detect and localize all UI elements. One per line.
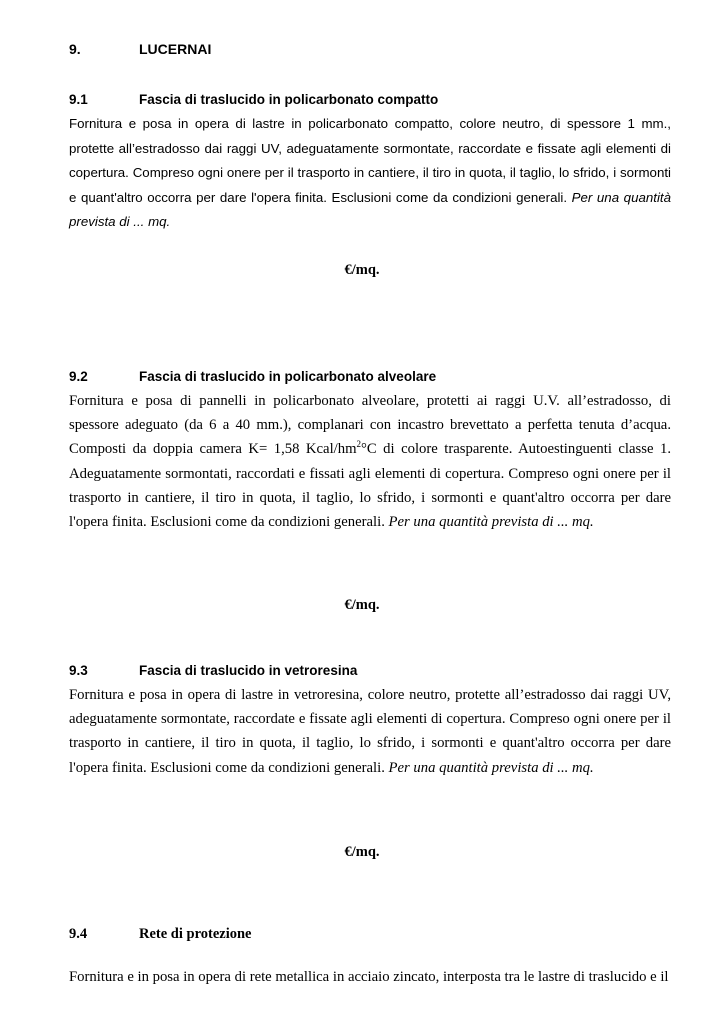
section-title: Fascia di traslucido in policarbonato compatto (139, 92, 439, 107)
body-text-part1: Fornitura e posa di pannelli in policarbonato alveolare, protetti ai raggi U.V. all’estradosso, di spessore adeguato (da 6 a 40 mm.), complanari con incastro brevettato a perfetta tenuta d’acqua. Composti da doppia camera K= 1,58 Kcal/hm (69, 393, 671, 458)
section-heading-9-2 (69, 369, 436, 384)
body-text-part2: °C di colore trasparente. Autoestinguenti classe 1. Adeguatamente sormontati, raccordati e fissati agli elementi di copertura. Compreso ogni onere per il trasporto in cantiere, il tiro in quota, il taglio, lo sfrido, i sormonti e quant'altro occorra per dare l'opera finita. Esclusioni come da condizioni generali. (69, 441, 671, 531)
body-text: Fornitura e posa in opera di lastre in vetroresina, colore neutro, protette all’estradosso dai raggi UV, adeguatamente sormontate, raccordate e fissate agli elementi di copertura. Compreso ogni onere per il trasporto in cantiere, il tiro in quota, il taglio, lo sfrido, i sormonti e quant'altro occorra per dare l'opera finita. Esclusioni come da condizioni generali. (69, 687, 671, 776)
body-text: Fornitura e posa in opera di lastre in policarbonato compatto, colore neutro, di spessore 1 mm., protette all’estradosso dai raggi UV, adeguatamente sormontate, raccordate e fissate agli elementi di copertura. Compreso ogni onere per il trasporto in cantiere, il tiro in quota, il taglio, lo sfrido, i sormonti e quant'altro occorra per dare l'opera finita. Esclusioni come da condizioni generali. (69, 116, 671, 205)
quantity-note: Per una quantità prevista di ... mq. (388, 759, 594, 776)
section-heading-9-3 (69, 663, 357, 678)
price-unit-9-3: €/mq. (344, 844, 380, 860)
section-body-9-2 (69, 389, 671, 534)
price-unit-9-2: €/mq. (344, 597, 380, 613)
section-heading-9-1 (69, 92, 438, 107)
chapter-number: 9. (69, 41, 81, 57)
section-title: Rete di protezione (139, 926, 252, 942)
section-title: Fascia di traslucido in policarbonato alveolare (139, 369, 437, 384)
section-heading-9-4 (69, 926, 251, 943)
chapter-title: LUCERNAI (139, 41, 212, 57)
superscript: 2 (356, 439, 362, 450)
section-body-9-1 (69, 112, 671, 235)
section-number: 9.1 (69, 92, 88, 107)
price-unit-9-1: €/mq. (344, 262, 380, 278)
section-body-9-4 (69, 965, 671, 989)
section-number: 9.4 (69, 926, 88, 942)
chapter-heading (69, 41, 211, 57)
section-title: Fascia di traslucido in vetroresina (139, 663, 358, 678)
quantity-note: Per una quantità prevista di ... mq. (388, 514, 594, 531)
section-body-9-3 (69, 683, 671, 780)
section-number: 9.2 (69, 369, 88, 384)
body-text: Fornitura e in posa in opera di rete metallica in acciaio zincato, interposta tra le lastre di traslucido e il (69, 969, 669, 985)
section-number: 9.3 (69, 663, 88, 678)
quantity-note: Per una quantità prevista di ... mq. (69, 189, 671, 230)
